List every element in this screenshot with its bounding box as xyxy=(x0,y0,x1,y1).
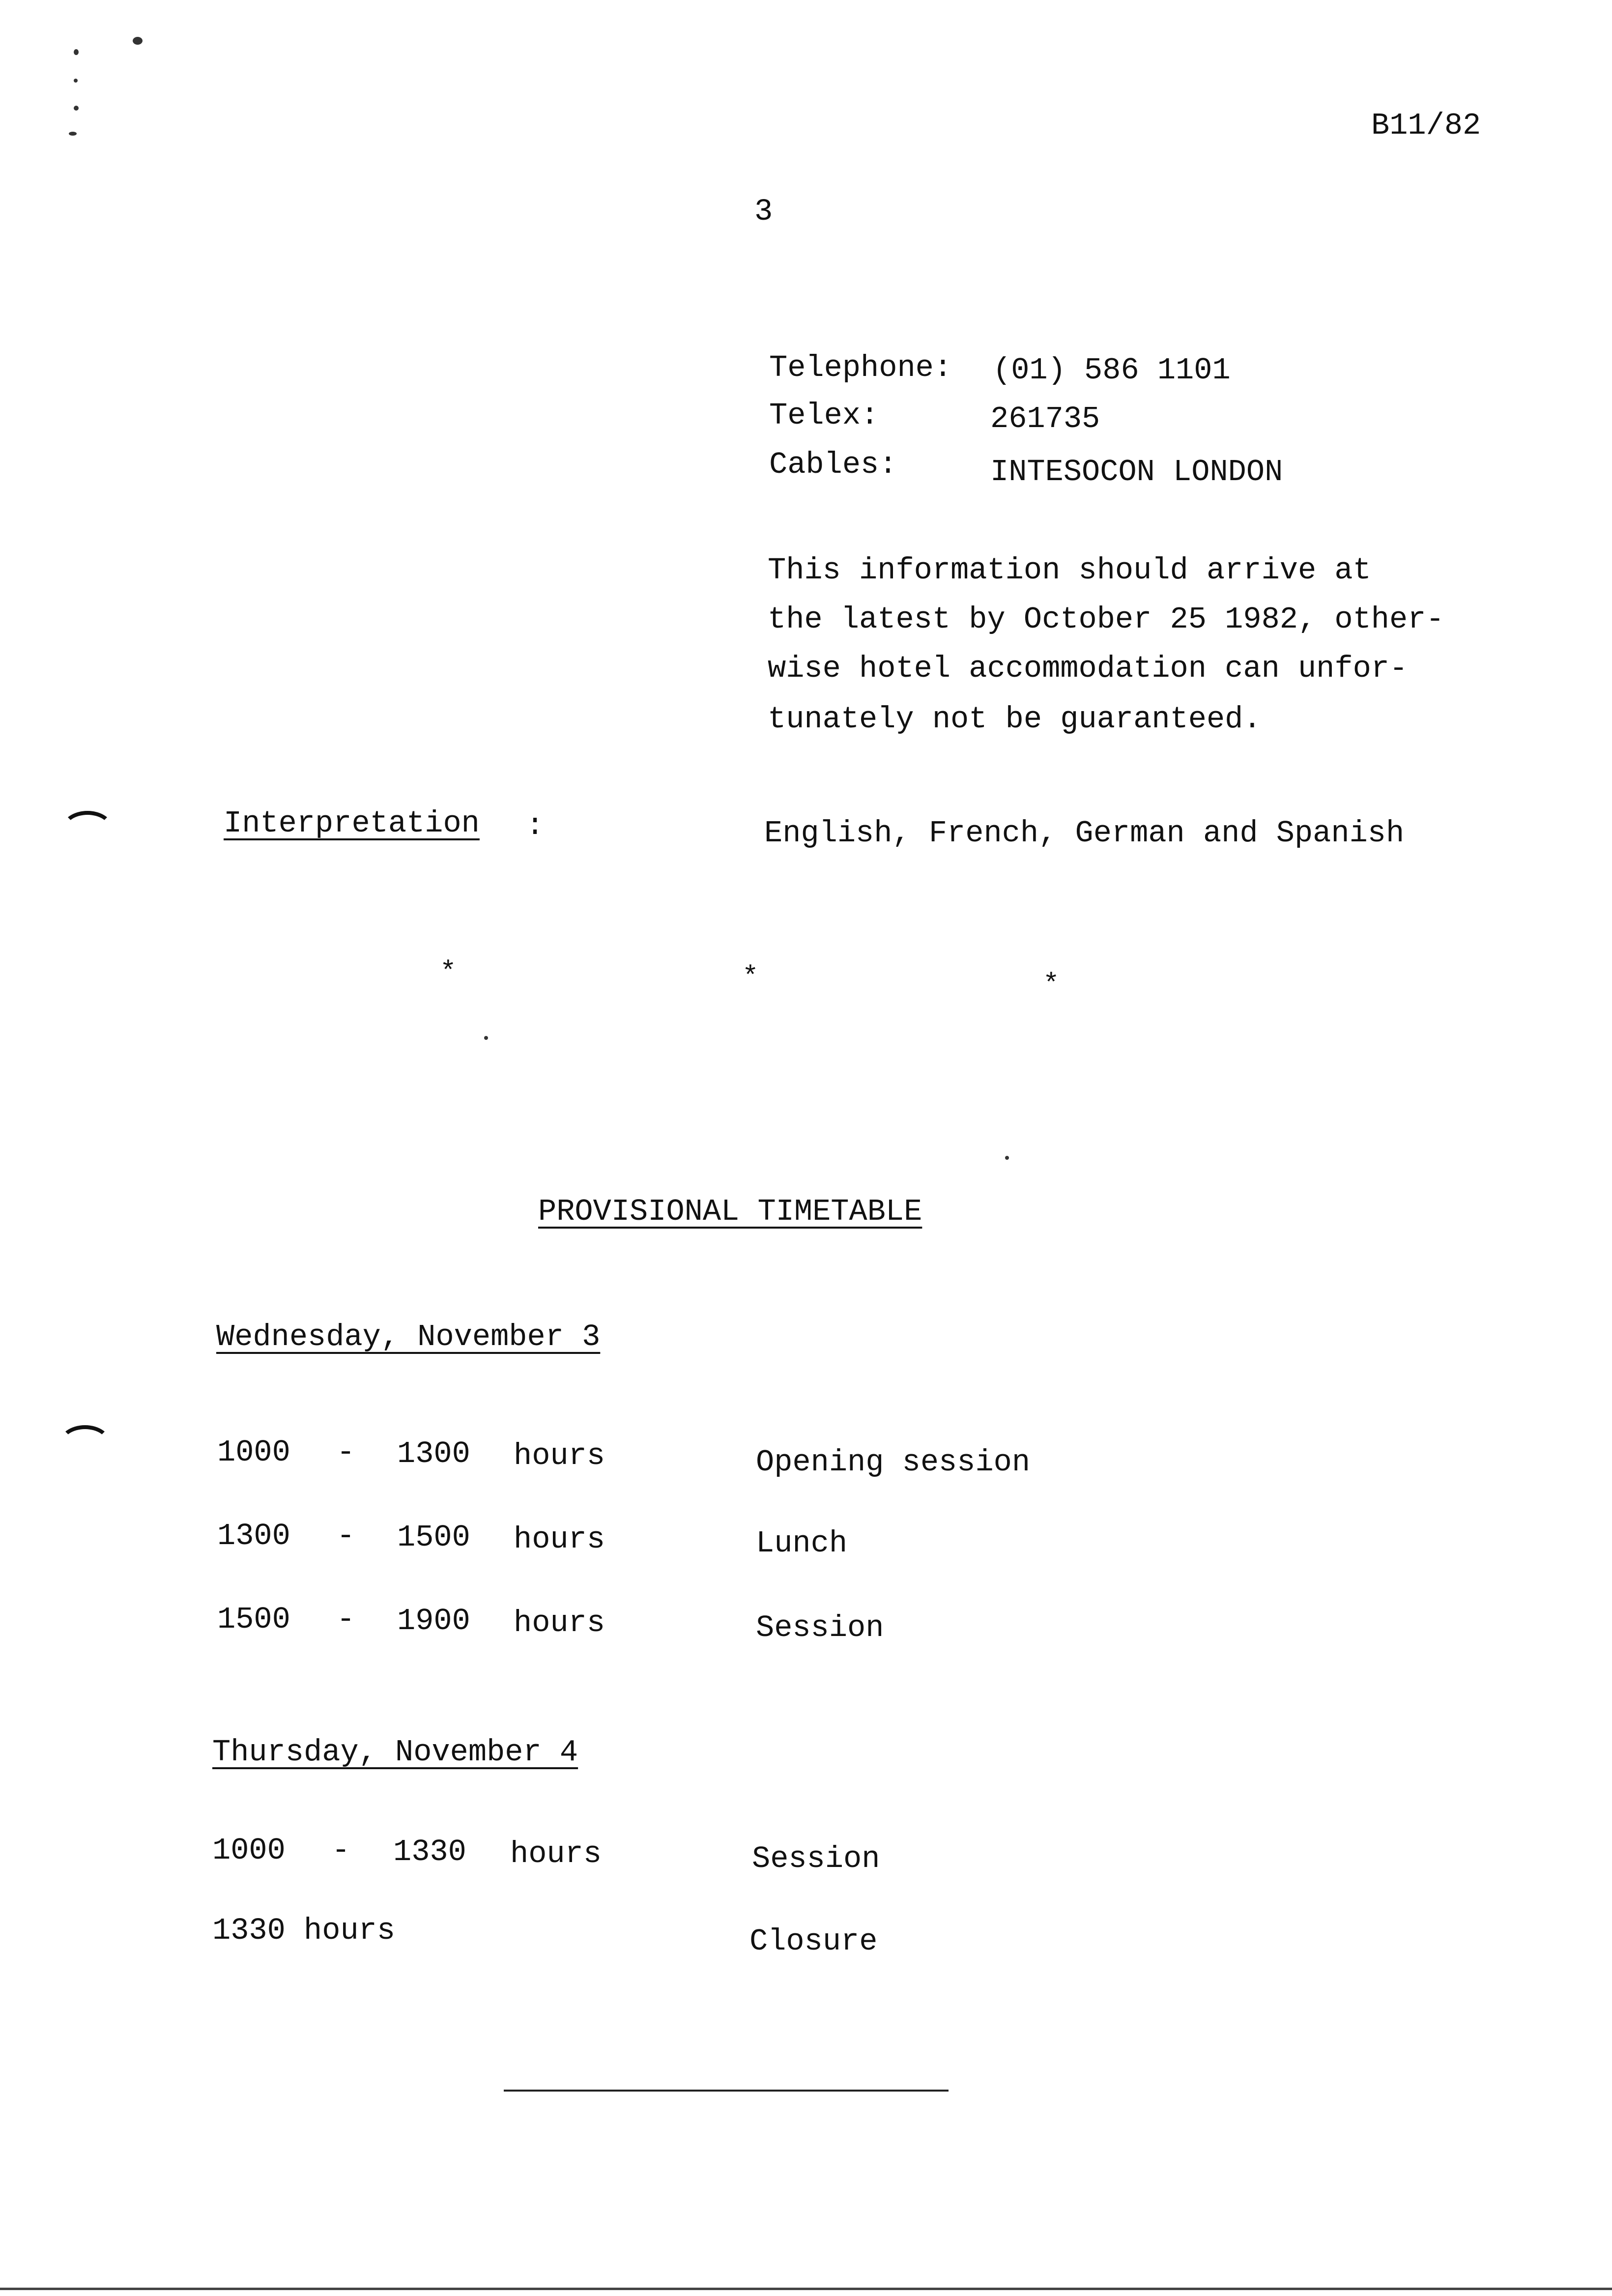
document-reference: B11/82 xyxy=(1371,108,1481,143)
day-heading: Thursday, November 4 xyxy=(212,1735,578,1770)
page-bottom-edge xyxy=(0,2288,1612,2290)
time-start: 1000 xyxy=(212,1833,286,1868)
time-dash: - xyxy=(337,1435,355,1470)
time-unit: hours xyxy=(510,1837,602,1871)
telephone-label: Telephone: xyxy=(769,350,952,385)
separator-star: * xyxy=(440,956,457,988)
telex-value: 261735 xyxy=(990,402,1100,436)
time-start: 1330 hours xyxy=(212,1913,396,1948)
deadline-note-line: wise hotel accommodation can unfor- xyxy=(768,651,1408,686)
scan-speck xyxy=(133,37,143,45)
activity: Closure xyxy=(749,1924,878,1959)
time-start: 1000 xyxy=(217,1435,290,1470)
scan-speck xyxy=(1005,1156,1009,1160)
punch-hole-mark xyxy=(59,1425,111,1463)
separator-star: * xyxy=(1043,969,1060,1000)
time-dash: - xyxy=(332,1833,350,1868)
cables-value: INTESOCON LONDON xyxy=(990,455,1283,489)
scan-speck xyxy=(74,79,78,83)
activity: Session xyxy=(756,1610,884,1645)
closing-rule xyxy=(504,2090,949,2092)
day-heading: Wednesday, November 3 xyxy=(216,1320,601,1354)
time-end: 1500 xyxy=(397,1520,470,1555)
deadline-note-line: the latest by October 25 1982, other- xyxy=(768,602,1444,637)
telephone-value: (01) 586 1101 xyxy=(993,353,1231,388)
time-dash: - xyxy=(337,1602,355,1637)
punch-hole-mark xyxy=(61,811,114,848)
interpretation-label: Interpretation xyxy=(224,806,480,841)
activity: Opening session xyxy=(756,1445,1031,1480)
time-dash: - xyxy=(337,1519,355,1553)
time-unit: hours xyxy=(514,1438,605,1473)
interpretation-colon: : xyxy=(526,808,545,843)
interpretation-languages: English, French, German and Spanish xyxy=(764,816,1405,851)
telex-label: Telex: xyxy=(769,398,879,433)
scan-speck xyxy=(74,106,79,111)
time-end: 1900 xyxy=(397,1604,470,1638)
activity: Lunch xyxy=(756,1526,848,1561)
time-unit: hours xyxy=(514,1522,605,1557)
scan-speck xyxy=(74,49,79,55)
timetable-title: PROVISIONAL TIMETABLE xyxy=(538,1194,922,1229)
scan-speck xyxy=(69,132,77,136)
time-end: 1330 xyxy=(393,1835,466,1869)
scan-speck xyxy=(484,1036,488,1040)
page-number: 3 xyxy=(754,194,773,229)
time-unit: hours xyxy=(514,1606,605,1640)
time-end: 1300 xyxy=(397,1436,470,1471)
deadline-note-line: tunately not be guaranteed. xyxy=(768,702,1262,737)
separator-star: * xyxy=(742,961,759,993)
time-start: 1500 xyxy=(217,1602,290,1637)
deadline-note-line: This information should arrive at xyxy=(768,553,1371,588)
cables-label: Cables: xyxy=(769,447,897,482)
time-start: 1300 xyxy=(217,1519,290,1553)
activity: Session xyxy=(752,1841,880,1876)
